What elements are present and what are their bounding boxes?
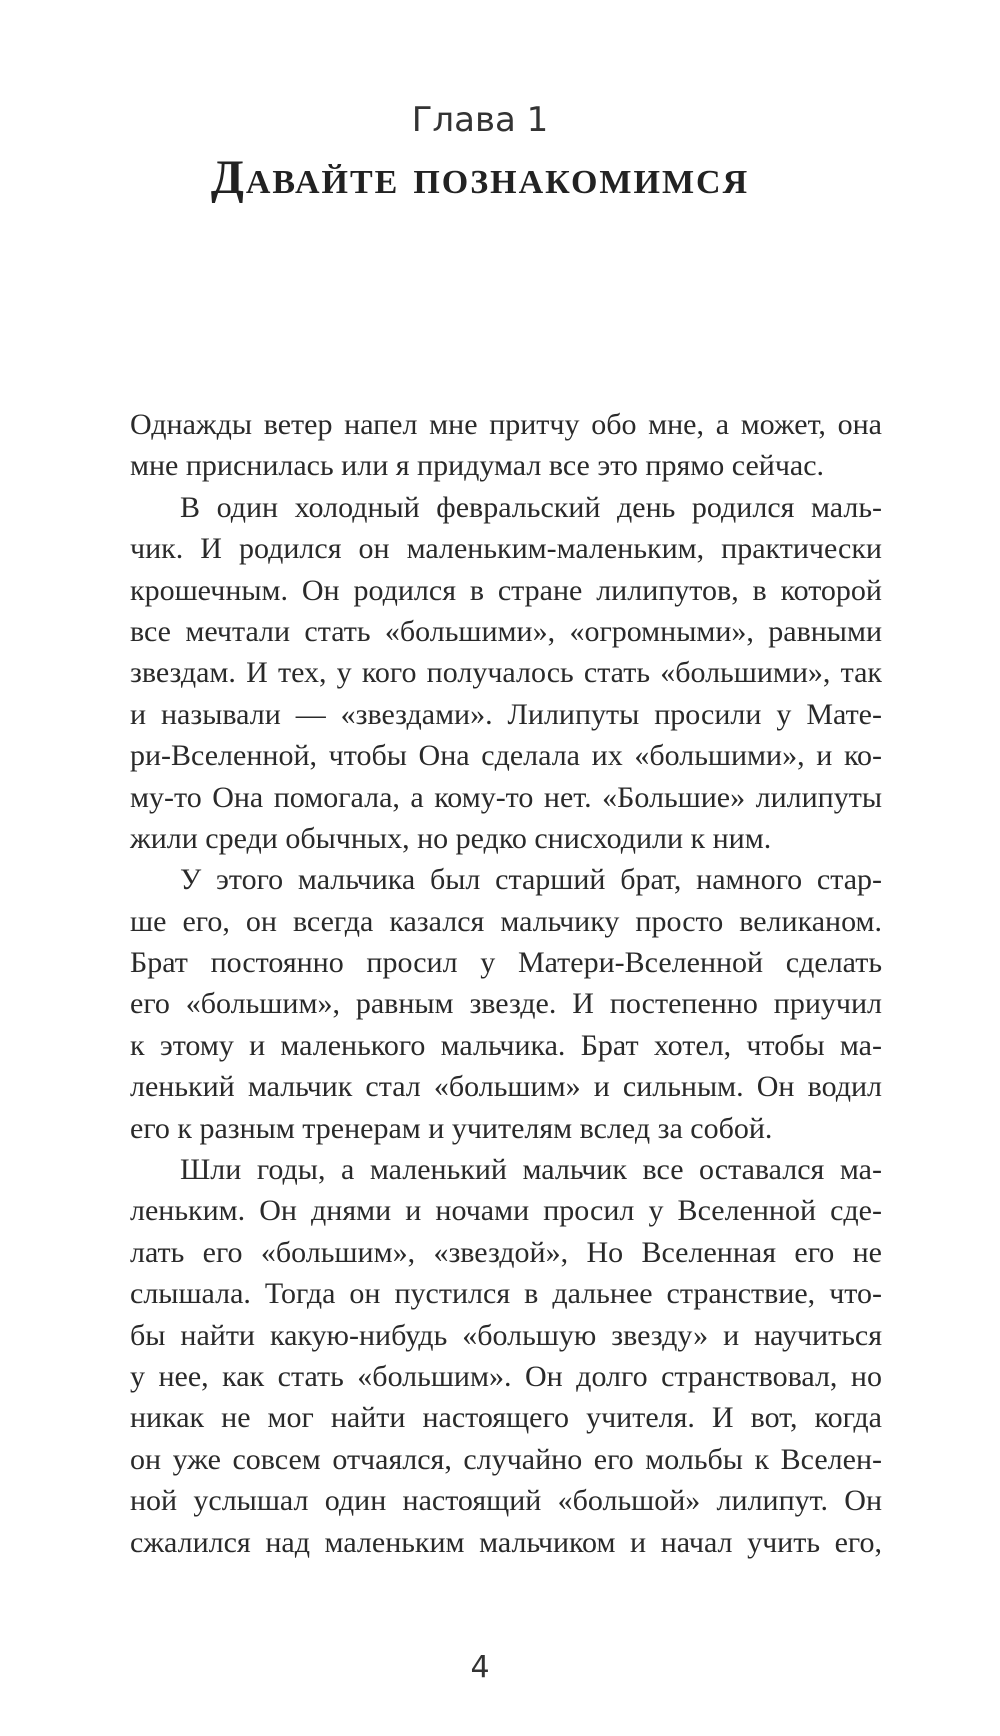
text-line: чик. И родился он маленьким-маленьким, практически bbox=[130, 532, 882, 566]
text-line: У этого мальчика был старший брат, намного стар- bbox=[180, 863, 882, 897]
text-line: му-то Она помогала, а кому-то нет. «Большие» лилипуты bbox=[130, 780, 882, 814]
text-line: его к разным тренерам и учителям вслед за собой. bbox=[130, 1111, 773, 1145]
text-line: к этому и маленького мальчика. Брат хотел, чтобы ма- bbox=[130, 1028, 882, 1062]
text-line: крошечным. Он родился в стране лилипутов, в которой bbox=[130, 573, 882, 607]
text-line: Шли годы, а маленький мальчик все оставался ма- bbox=[180, 1153, 882, 1187]
chapter-number: Глава 1 bbox=[411, 100, 549, 140]
text-line: ленький мальчик стал «большим» и сильным. Он водил bbox=[130, 1070, 882, 1104]
text-line: жили среди обычных, но редко снисходили к ним. bbox=[130, 821, 772, 855]
text-line: слышала. Тогда он пустился в дальнее странствие, что- bbox=[130, 1277, 882, 1311]
body-text bbox=[130, 404, 882, 1563]
chapter-title: Давайте познакомимся bbox=[210, 151, 750, 204]
text-line: Однажды ветер напел мне притчу обо мне, а может, она bbox=[130, 408, 882, 441]
text-line: все мечтали стать «большими», «огромными», равными bbox=[130, 614, 882, 648]
page-number: 4 bbox=[470, 1650, 490, 1685]
text-line: звездам. И тех, у кого получалось стать «большими», так bbox=[130, 656, 882, 690]
text-line: сжалился над маленьким мальчиком и начал учить его, bbox=[130, 1525, 882, 1559]
text-line: леньким. Он днями и ночами просил у Вселенной сде- bbox=[130, 1194, 882, 1228]
text-line: лать его «большим», «звездой», Но Вселенная его не bbox=[130, 1235, 882, 1269]
text-line: у нее, как стать «большим». Он долго странствовал, но bbox=[130, 1359, 882, 1393]
text-line: В один холодный февральский день родился маль- bbox=[180, 490, 882, 524]
text-line: и называли — «звездами». Лилипуты просили у Мате- bbox=[130, 697, 882, 731]
text-line: ри-Вселенной, чтобы Она сделала их «большими», и ко- bbox=[130, 739, 882, 773]
text-line: Брат постоянно просил у Матери-Вселенной сделать bbox=[130, 946, 882, 980]
text-line: его «большим», равным звезде. И постепенно приучил bbox=[130, 987, 882, 1021]
text-line: ной услышал один настоящий «большой» лилипут. Он bbox=[130, 1484, 882, 1518]
text-line: он уже совсем отчаялся, случайно его мольбы к Вселен- bbox=[130, 1442, 882, 1476]
text-line: ше его, он всегда казался мальчику просто великаном. bbox=[130, 904, 882, 938]
text-line: никак не мог найти настоящего учителя. И вот, когда bbox=[130, 1401, 882, 1435]
text-line: мне приснилась или я придумал все это прямо сейчас. bbox=[130, 449, 825, 483]
text-line: бы найти какую-нибудь «большую звезду» и научиться bbox=[130, 1318, 882, 1352]
